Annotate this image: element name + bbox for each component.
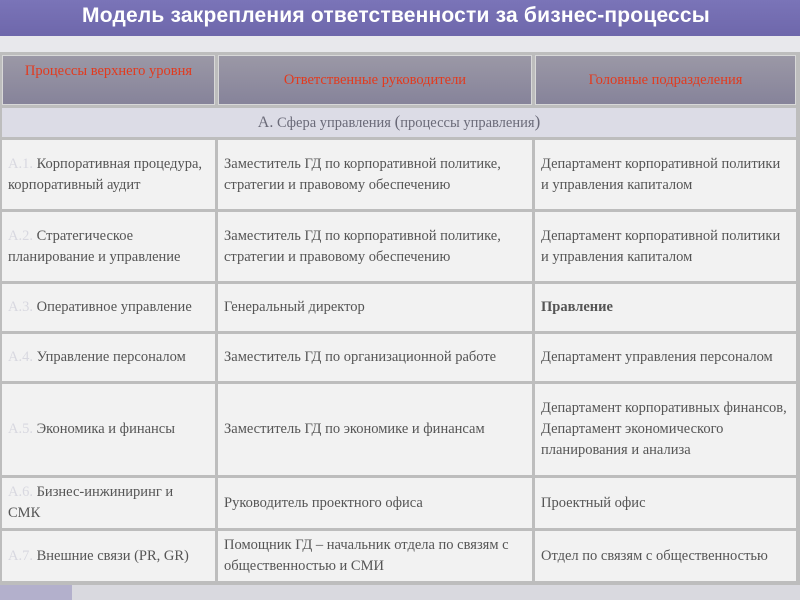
process-name: Бизнес-инжиниринг и СМК (8, 484, 174, 521)
process-number: А.5. (8, 421, 33, 437)
page-title: Модель закрепления ответственности за бизнес-процессы (82, 4, 710, 27)
header-managers: Ответственные руководители (218, 55, 532, 105)
section-letter: А. (257, 114, 274, 131)
responsibility-table (0, 52, 799, 584)
process-cell (2, 140, 215, 209)
section-paren-text: процессы управления (400, 115, 535, 131)
process-number: А.4. (8, 349, 33, 365)
process-number: А.6. (8, 484, 33, 500)
header-processes: Процессы верхнего уровня (2, 55, 215, 105)
process-name: Стратегическое планирование и управление (8, 227, 181, 265)
process-cell (2, 531, 215, 581)
process-number: А.3. (8, 299, 33, 315)
manager-cell: Руководитель проектного офиса (218, 478, 532, 528)
process-name: Управление персоналом (36, 349, 186, 365)
manager-cell: Заместитель ГД по корпоративной политике, стратегии и правовому обеспечению (218, 140, 532, 209)
manager-cell: Заместитель ГД по организационной работе (218, 334, 532, 381)
process-number: А.7. (8, 547, 33, 564)
manager-cell: Генеральный директор (218, 284, 532, 331)
footer-bar (0, 585, 800, 600)
table-row (2, 212, 796, 281)
process-cell (2, 212, 215, 281)
division-line-2: Департамент экономического планирования и анализа (541, 421, 724, 458)
manager-cell: Заместитель ГД по экономике и финансам (218, 384, 532, 475)
division-cell: Отдел по связям с общественностью (535, 531, 796, 581)
process-cell (2, 284, 215, 331)
division-cell: Проектный офис (535, 478, 796, 528)
process-cell (2, 478, 215, 528)
manager-cell: Заместитель ГД по корпоративной политике, стратегии и правовому обеспечению (218, 212, 532, 281)
division-cell: Правление (535, 284, 796, 331)
table-row (2, 140, 796, 209)
responsibility-table-container (0, 52, 800, 585)
section-paren-open: ( (394, 112, 401, 131)
header-divisions: Головные подразделения (535, 55, 796, 105)
title-bar (0, 0, 800, 36)
process-name: Экономика и финансы (36, 421, 175, 437)
process-cell (2, 384, 215, 475)
process-cell (2, 334, 215, 381)
table-row (2, 478, 796, 528)
section-paren-close: ) (534, 112, 541, 131)
process-name: Корпоративная процедура, корпоративный аудит (8, 155, 203, 193)
table-row (2, 384, 796, 475)
division-cell (535, 384, 796, 475)
title-stripe (0, 36, 800, 52)
section-title (2, 108, 796, 137)
table-row (2, 531, 796, 581)
process-number: А.1. (8, 155, 33, 172)
table-row (2, 334, 796, 381)
process-name: Внешние связи (PR, GR) (36, 547, 189, 564)
process-name: Оперативное управление (36, 299, 192, 315)
manager-cell: Помощник ГД – начальник отдела по связям с общественностью и СМИ (218, 531, 532, 581)
table-row (2, 284, 796, 331)
footer-accent (0, 585, 72, 600)
division-cell: Департамент управления персоналом (535, 334, 796, 381)
process-number: А.2. (8, 227, 33, 244)
division-cell: Департамент корпоративной политики и управления капиталом (535, 140, 796, 209)
section-row (2, 108, 796, 137)
header-row (2, 55, 796, 105)
division-cell: Департамент корпоративной политики и управления капиталом (535, 212, 796, 281)
section-text: Сфера управления (276, 115, 391, 131)
division-line-1: Департамент корпоративных финансов, (541, 400, 787, 416)
